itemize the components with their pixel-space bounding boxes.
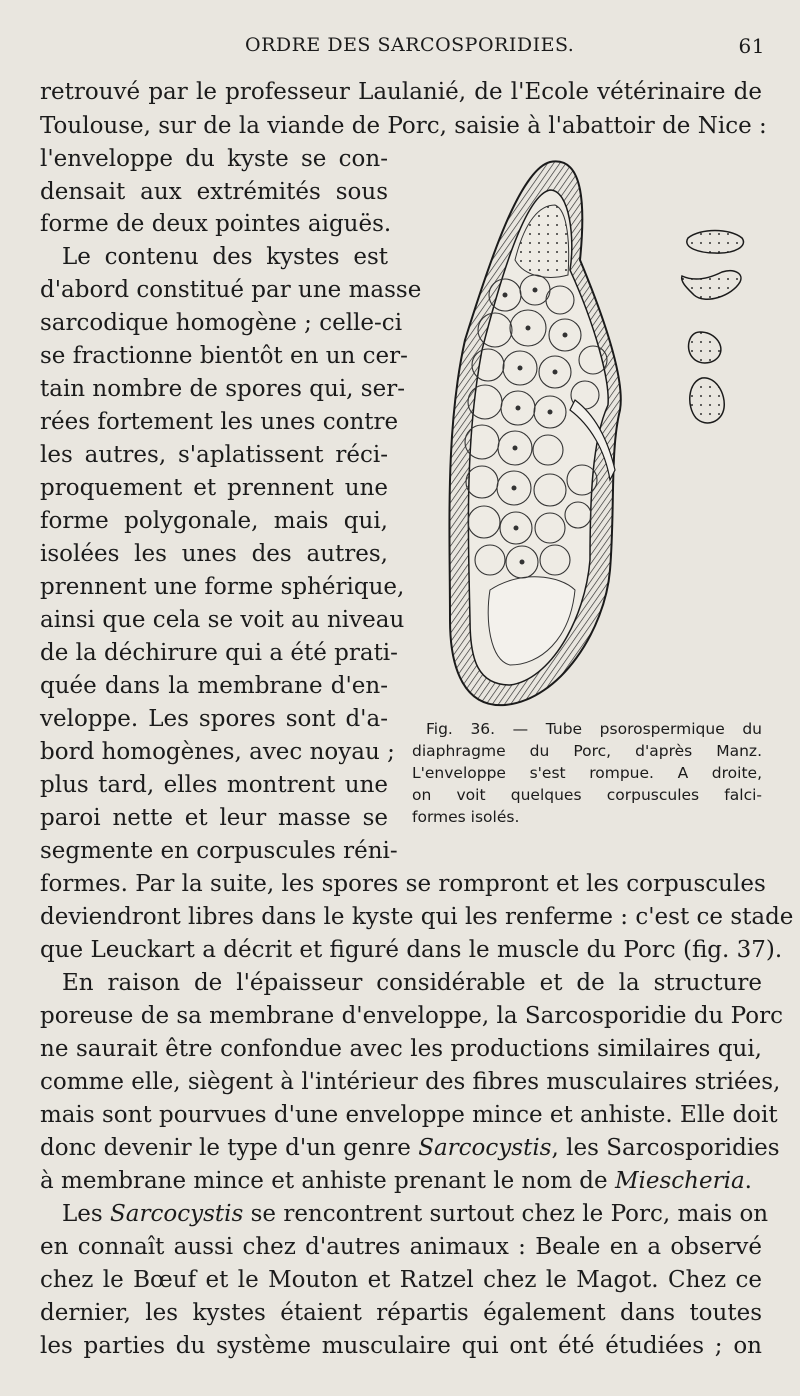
text-line: bord homogènes, avec noyau ; [40,739,395,765]
text-line: proquement et prennent une [40,475,388,501]
text-line: rées fortement les unes contre [40,409,399,435]
text-segment: à membrane mince et anhiste prenant le nom de [40,1168,615,1194]
text-line: Toulouse, sur de la viande de Porc, saisie à l'abattoir de Nice : [40,113,767,139]
genus-name: Sarcocystis [418,1135,552,1161]
text-line: comme elle, siègent à l'intérieur des fibres musculaires striées, [40,1069,781,1095]
text-line [62,1198,769,1230]
caption-line: formes isolés. [412,808,520,826]
figure-caption [412,718,762,828]
text-line: deviendront libres dans le kyste qui les renferme : c'est ce stade [40,904,794,930]
text-segment: se rencontrent surtout chez le Porc, mais on [243,1201,769,1227]
text-line: de la déchirure qui a été prati- [40,640,398,666]
caption-line: on voit quelques corpuscules falci- [412,786,762,804]
genus-name: Miescheria [614,1168,745,1194]
text-line: les autres, s'aplatissent réci- [40,442,388,468]
text-line: prennent une forme sphérique, [40,574,405,600]
figure-36-illustration [410,150,755,715]
falciform-corpuscles [682,231,744,423]
text-segment: . [744,1168,752,1194]
text-line: les parties du système musculaire qui ont été étudiées ; on [40,1333,762,1359]
text-line: ainsi que cela se voit au niveau [40,607,405,633]
text-line: formes. Par la suite, les spores se rompront et les corpuscules [40,871,766,897]
text-line: veloppe. Les spores sont d'a- [40,706,388,732]
text-segment: , les Sarcosporidies [551,1135,780,1161]
page-number: 61 [738,34,765,58]
text-line: densait aux extrémités sous [40,179,388,205]
text-line: se fractionne bientôt en un cer- [40,343,408,369]
text-line: En raison de l'épaisseur considérable et de la structure [62,970,762,996]
text-line: forme de deux pointes aiguës. [40,211,392,237]
text-line: poreuse de sa membrane d'enveloppe, la Sarcosporidie du Porc [40,1003,783,1029]
text-line: dernier, les kystes étaient répartis également dans toutes [40,1300,762,1326]
text-line: plus tard, elles montrent une [40,772,388,798]
text-line [40,1132,780,1164]
text-line: segmente en corpuscules réni- [40,838,398,864]
text-line: mais sont pourvues d'une enveloppe mince et anhiste. Elle doit [40,1102,778,1128]
genus-name: Sarcocystis [110,1201,244,1227]
text-line: Le contenu des kystes est [62,244,388,270]
caption-line: Fig. 36. — Tube psorospermique du [426,720,762,738]
text-line: forme polygonale, mais qui, [40,508,388,534]
caption-line: diaphragme du Porc, d'après Manz. [412,742,762,760]
text-line: ne saurait être confondue avec les productions similaires qui, [40,1036,762,1062]
running-head [40,34,765,60]
text-line: que Leuckart a décrit et figuré dans le muscle du Porc (fig. 37). [40,937,783,963]
text-segment: Les [62,1201,110,1227]
text-line: l'enveloppe du kyste se con- [40,146,388,172]
text-line: retrouvé par le professeur Laulanié, de l'Ecole vétérinaire de [40,79,762,105]
text-line: quée dans la membrane d'en- [40,673,388,699]
text-line: d'abord constitué par une masse [40,277,422,303]
text-line: chez le Bœuf et le Mouton et Ratzel chez le Magot. Chez ce [40,1267,762,1293]
text-line: isolées les unes des autres, [40,541,388,567]
text-line [40,1165,762,1197]
text-line: en connaît aussi chez d'autres animaux : Beale en a observé [40,1234,762,1260]
text-line: tain nombre de spores qui, ser- [40,376,405,402]
text-line: paroi nette et leur masse se [40,805,388,831]
text-segment: donc devenir le type d'un genre [40,1135,419,1161]
caption-line: L'enveloppe s'est rompue. A droite, [412,764,762,782]
text-line: sarcodique homogène ; celle-ci [40,310,403,336]
running-head-title: ORDRE DES SARCOSPORIDIES. [245,34,575,56]
